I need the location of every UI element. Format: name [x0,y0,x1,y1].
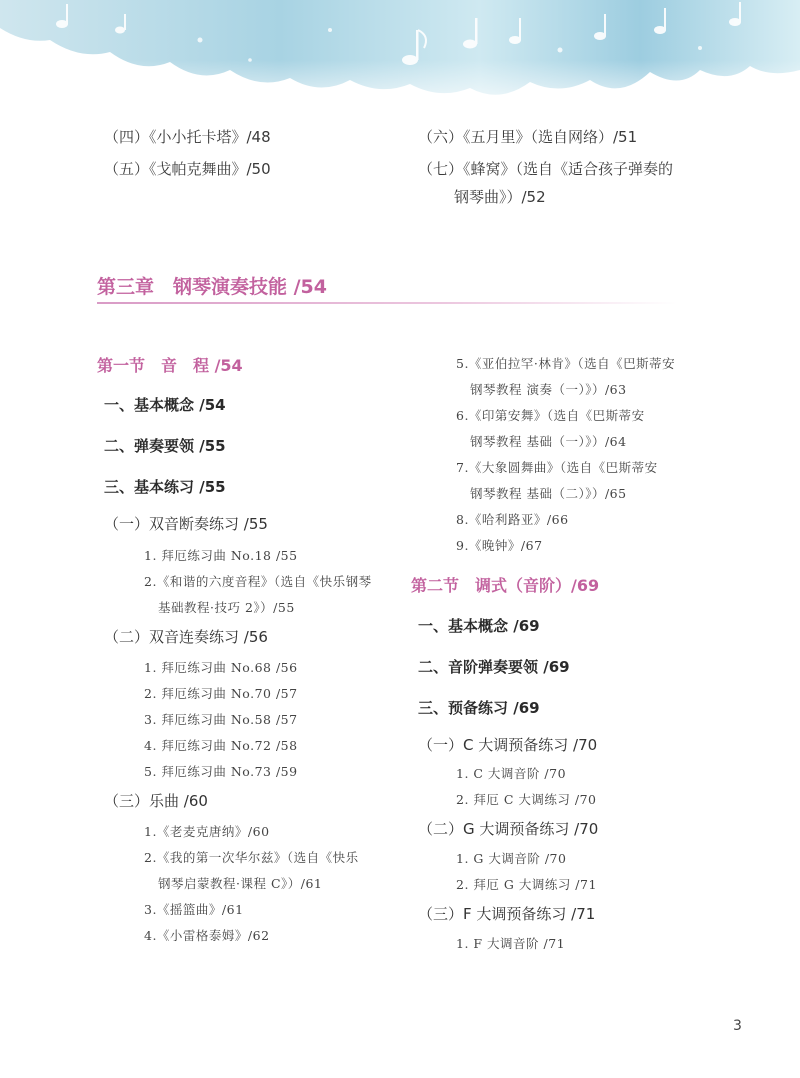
toc-item[interactable]: 4. 拜厄练习曲 No.72 /58 [144,738,298,753]
toc-item-continuation[interactable]: 基础教程·技巧 2》）/55 [158,600,295,615]
toc-item[interactable]: 1.《老麦克唐纳》/60 [144,824,270,839]
toc-item[interactable]: 3.《摇篮曲》/61 [144,902,244,917]
toc-heading[interactable]: 一、基本概念 /69 [418,617,540,635]
toc-item-continuation[interactable]: 钢琴教程 基础（二）》）/65 [470,486,627,501]
section-title[interactable]: 第二节 调式（音阶）/69 [411,576,600,595]
chapter-title[interactable]: 第三章 钢琴演奏技能 /54 [97,276,327,298]
toc-item[interactable]: 7.《大象圆舞曲》（选自《巴斯蒂安 [456,460,658,475]
toc-subheading[interactable]: （三）F 大调预备练习 /71 [418,905,596,923]
toc-subheading[interactable]: （一）C 大调预备练习 /70 [418,736,598,754]
toc-subheading[interactable]: （一）双音断奏练习 /55 [104,515,268,533]
toc-item[interactable]: 6.《印第安舞》（选自《巴斯蒂安 [456,408,645,423]
chapter-divider [97,302,677,304]
toc-item[interactable]: 4.《小雷格泰姆》/62 [144,928,270,943]
toc-item[interactable]: 2.《我的第一次华尔兹》（选自《快乐 [144,850,359,865]
toc-item[interactable]: （六）《五月里》（选自网络）/51 [418,128,638,146]
toc-heading[interactable]: 一、基本概念 /54 [104,396,226,414]
page-number: 3 [733,1018,742,1034]
toc-item[interactable]: 2. 拜厄 G 大调练习 /71 [456,877,597,892]
toc-item[interactable]: 2.《和谐的六度音程》（选自《快乐钢琴 [144,574,372,589]
toc-heading[interactable]: 三、预备练习 /69 [418,699,540,717]
toc-subheading[interactable]: （二）双音连奏练习 /56 [104,628,268,646]
toc-item-continuation[interactable]: 钢琴教程 演奏（一）》）/63 [470,382,627,397]
toc-item[interactable]: 1. G 大调音阶 /70 [456,851,567,866]
toc-item-continuation[interactable]: 钢琴曲》）/52 [454,188,546,206]
toc-heading[interactable]: 二、弹奏要领 /55 [104,437,226,455]
toc-item[interactable]: 1. F 大调音阶 /71 [456,936,566,951]
toc-item[interactable]: （五）《戈帕克舞曲》/50 [104,160,271,178]
toc-subheading[interactable]: （三）乐曲 /60 [104,792,208,810]
toc-subheading[interactable]: （二）G 大调预备练习 /70 [418,820,599,838]
toc-item[interactable]: 1. 拜厄练习曲 No.18 /55 [144,548,298,563]
toc-item-continuation[interactable]: 钢琴启蒙教程·课程 C》）/61 [158,876,323,891]
toc-item[interactable]: 1. C 大调音阶 /70 [456,766,567,781]
music-banner [0,0,800,120]
toc-item[interactable]: 2. 拜厄 C 大调练习 /70 [456,792,597,807]
toc-item[interactable]: 8.《哈利路亚》/66 [456,512,569,527]
toc-heading[interactable]: 二、音阶弹奏要领 /69 [418,658,570,676]
toc-item-continuation[interactable]: 钢琴教程 基础（一）》）/64 [470,434,627,449]
toc-item[interactable]: 3. 拜厄练习曲 No.58 /57 [144,712,298,727]
toc-item[interactable]: 5.《亚伯拉罕·林肯》（选自《巴斯蒂安 [456,356,676,371]
section-title[interactable]: 第一节 音 程 /54 [97,356,243,375]
toc-item[interactable]: 1. 拜厄练习曲 No.68 /56 [144,660,298,675]
toc-item[interactable]: （四）《小小托卡塔》/48 [104,128,271,146]
toc-item[interactable]: 5. 拜厄练习曲 No.73 /59 [144,764,298,779]
toc-item[interactable]: （七）《蜂窝》（选自《适合孩子弹奏的 [418,160,674,178]
toc-item[interactable]: 2. 拜厄练习曲 No.70 /57 [144,686,298,701]
toc-heading[interactable]: 三、基本练习 /55 [104,478,226,496]
toc-item[interactable]: 9.《晚钟》/67 [456,538,543,553]
